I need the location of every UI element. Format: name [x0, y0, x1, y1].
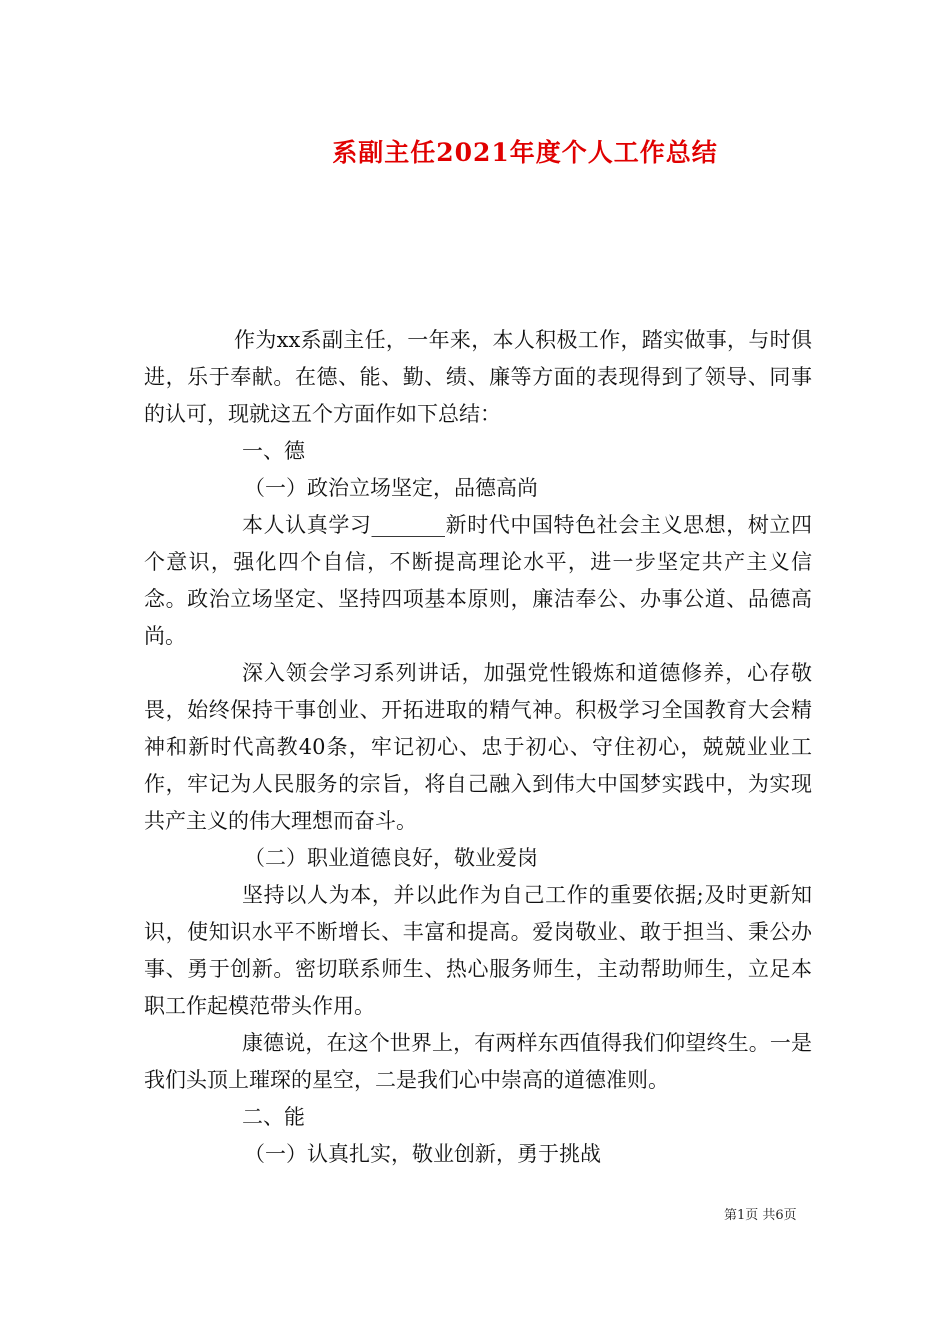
section-heading-de: 一、德 [242, 439, 305, 463]
paragraph-study: 本人认真学习_______新时代中国特色社会主义思想，树立四个意识，强化四个自信，不断提高理论水平，进一步坚定共产主义信念。政治立场坚定、坚持四项基本原则，廉洁奉公、办事公道、品德高尚。 [144, 513, 812, 648]
page-number: 第1页 共6页 [724, 1208, 797, 1223]
document-title: 系副主任2021年度个人工作总结 [332, 138, 718, 167]
intro-paragraph: 作为xx系副主任，一年来，本人积极工作，踏实做事，与时俱进，乐于奉献。在德、能、勤、绩、廉等方面的表现得到了领导、同事的认可，现就这五个方面作如下总结： [144, 328, 812, 426]
subsection-heading-3: （一）认真扎实，敬业创新，勇于挑战 [244, 1142, 601, 1166]
paragraph-learning: 深入领会学习系列讲话，加强党性锻炼和道德修养，心存敬畏，始终保持干事创业、开拓进取的精气神。积极学习全国教育大会精神和新时代高教40条，牢记初心、忠于初心、守住初心，兢兢业业工作，牢记为人民服务的宗旨，将自己融入到伟大中国梦实践中，为实现共产主义的伟大理想而奋斗。 [144, 661, 812, 833]
subsection-heading-2: （二）职业道德良好，敬业爱岗 [244, 846, 538, 870]
subsection-heading-1: （一）政治立场坚定，品德高尚 [244, 476, 538, 500]
document-body [144, 322, 812, 1173]
paragraph-kant: 康德说，在这个世界上，有两样东西值得我们仰望终生。一是我们头顶上璀琛的星空，二是我们心中崇高的道德准则。 [144, 1031, 812, 1092]
section-heading-neng: 二、能 [242, 1105, 305, 1129]
paragraph-ethics: 坚持以人为本，并以此作为自己工作的重要依据;及时更新知识，使知识水平不断增长、丰富和提高。爱岗敬业、敢于担当、秉公办事、勇于创新。密切联系师生、热心服务师生，主动帮助师生，立足本职工作起模范带头作用。 [144, 883, 812, 1018]
